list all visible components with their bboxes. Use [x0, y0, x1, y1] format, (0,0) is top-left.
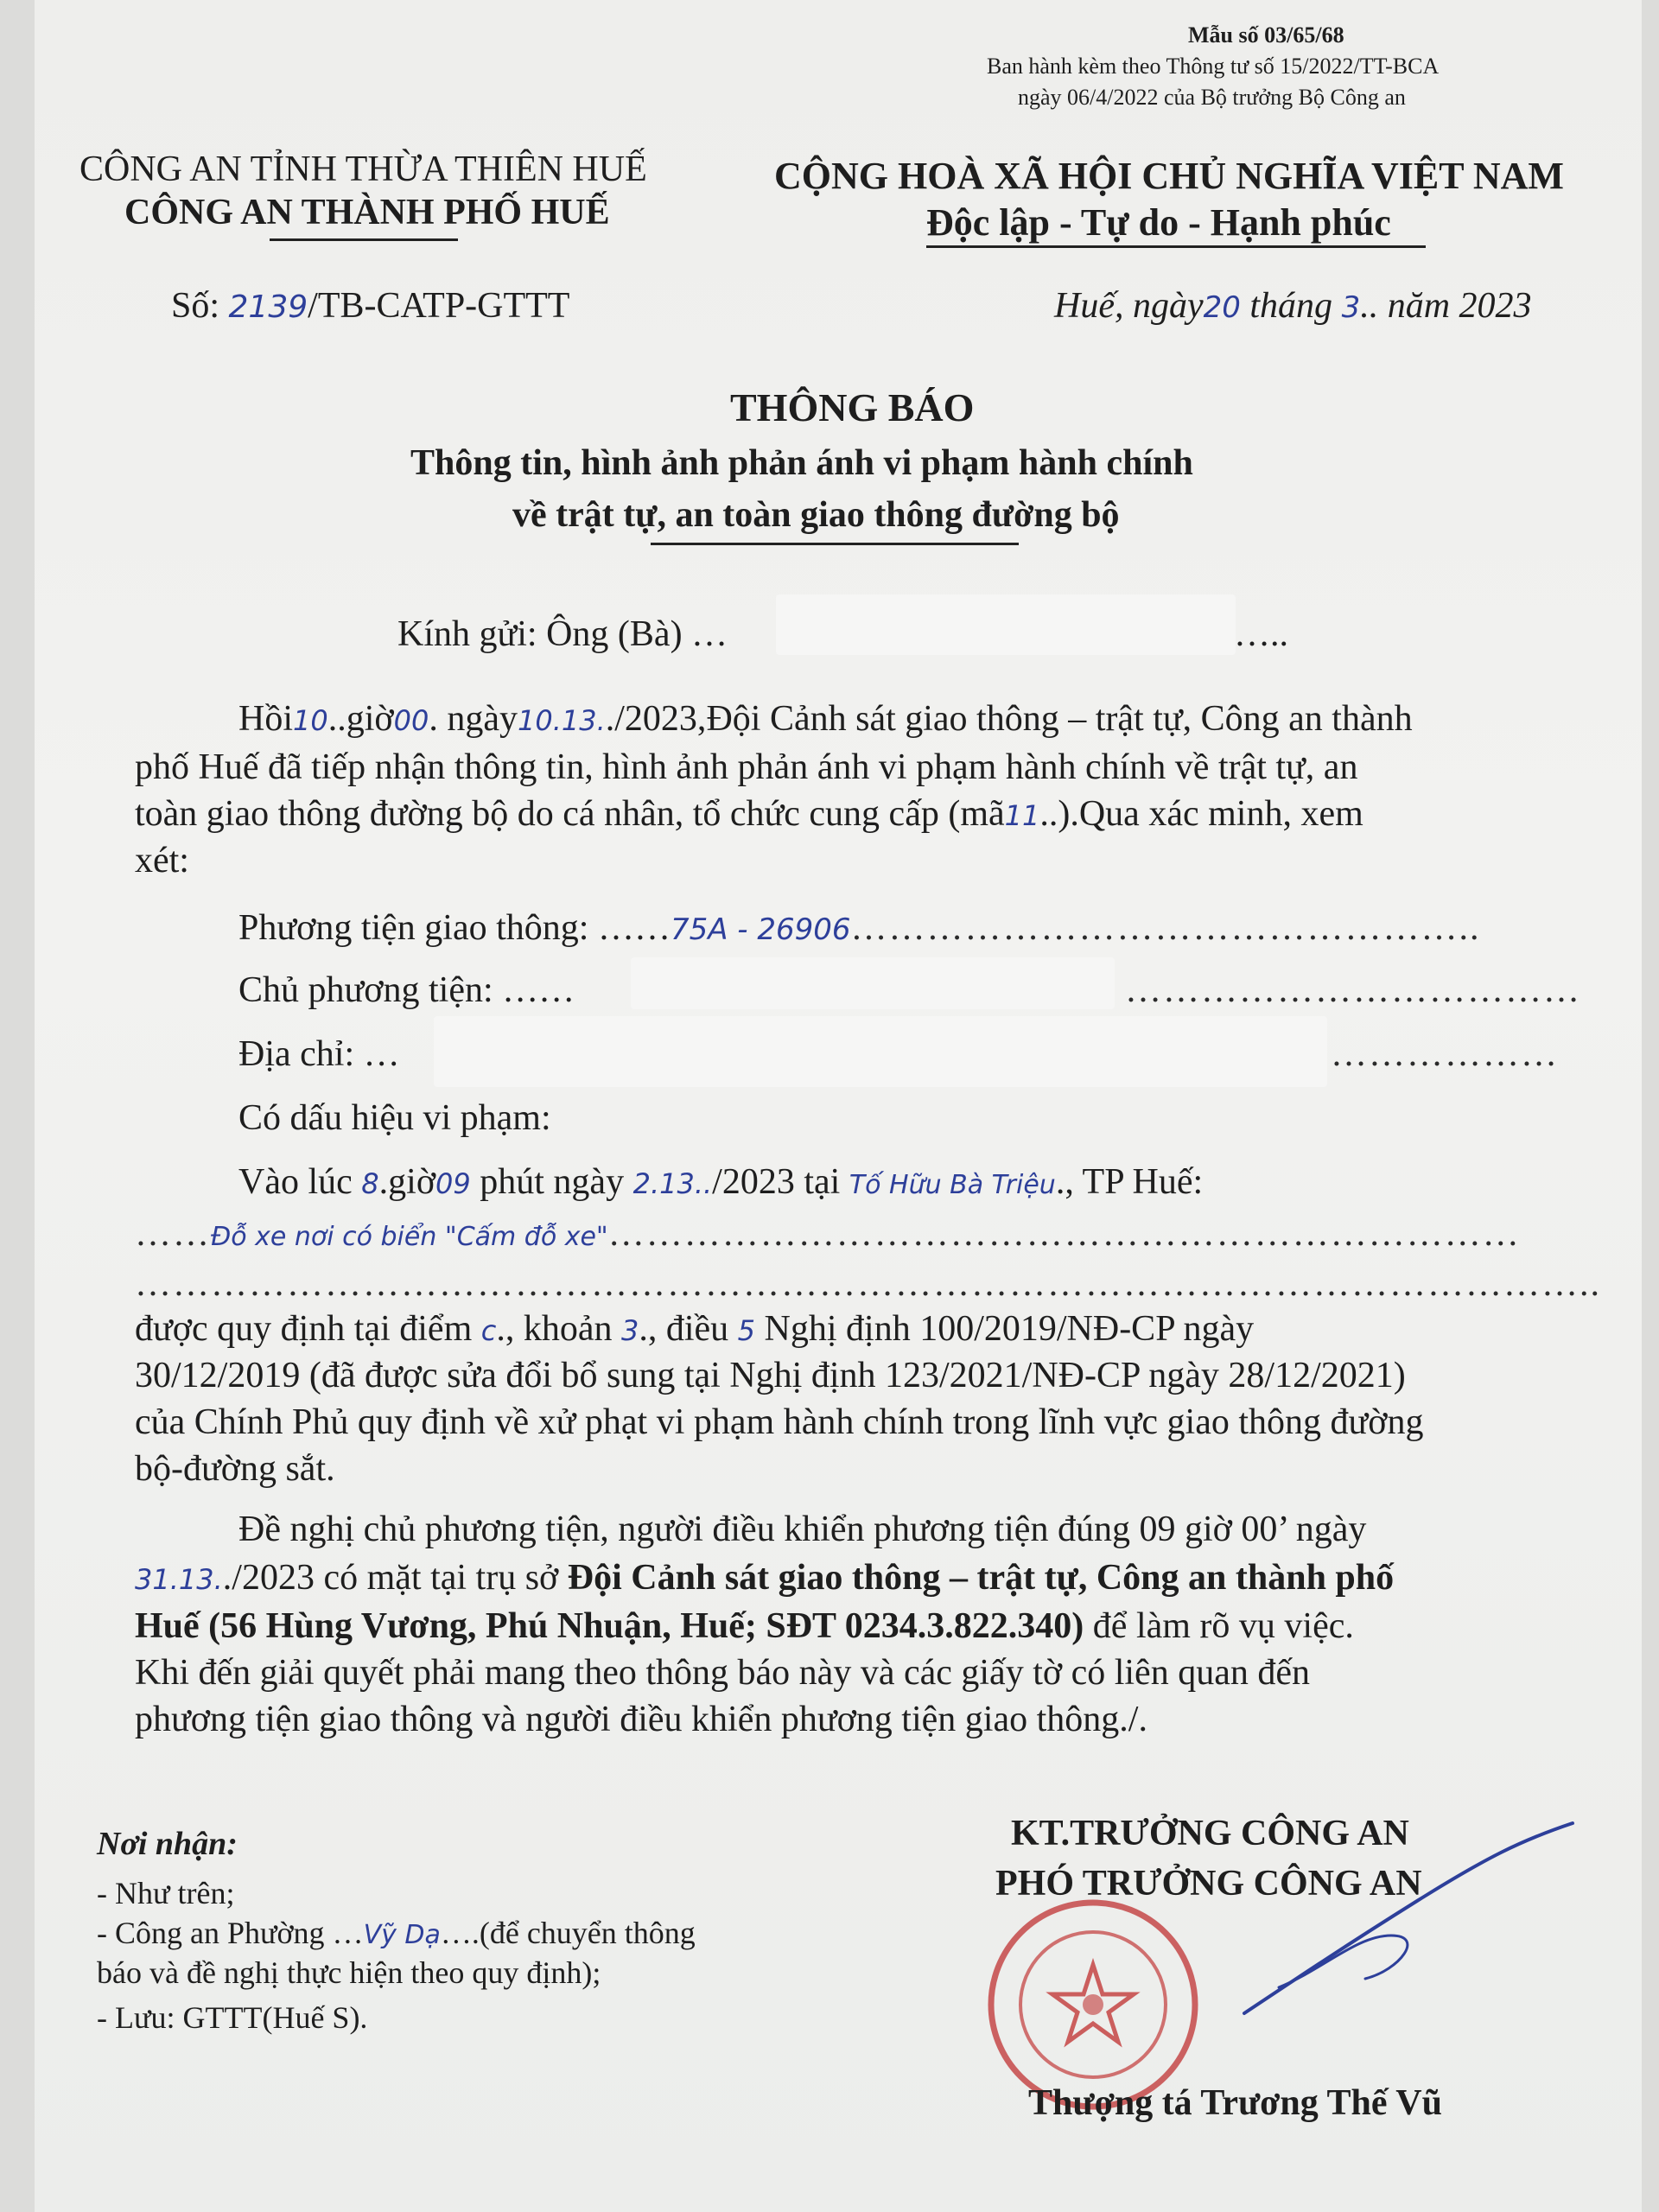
redacted-recipient [776, 594, 1236, 655]
handwritten-violation-description: Đỗ xe nơi có biển "Cấm đỗ xe" [211, 1222, 608, 1252]
signature-title1: KT.TRƯỞNG CÔNG AN [1011, 1814, 1409, 1853]
signature-title2: PHÓ TRƯỞNG CÔNG AN [995, 1864, 1422, 1904]
handwritten-article: 5 [737, 1314, 756, 1347]
handwritten-plate: 75A - 26906 [670, 912, 851, 947]
para1-line1: Hồi10..giờ00. ngày10.13../2023,Đội Cảnh sát giao thông – trật tự, Công an thành [238, 699, 1413, 739]
handwritten-point: c [480, 1314, 497, 1347]
para1-line3: toàn giao thông đường bộ do cá nhân, tổ chức cung cấp (mã11..).Qua xác minh, xem [135, 794, 1363, 834]
signer-name: Thượng tá Trương Thế Vũ [1028, 2083, 1442, 2123]
agency-parent: CÔNG AN TỈNH THỪA THIÊN HUẾ [79, 149, 647, 189]
document-subtitle-2: về trật tự, an toàn giao thông đường bộ [512, 495, 1120, 535]
handwritten-violation-minute: 09 [435, 1167, 471, 1200]
handwritten-report-hour: 10 [293, 704, 328, 737]
handwritten-report-minute: 00 [393, 704, 429, 737]
nation-name: CỘNG HOÀ XÃ HỘI CHỦ NGHĨA VIỆT NAM [774, 155, 1564, 197]
request-line5: phương tiện giao thông và người điều khiển phương tiện giao thông./. [135, 1700, 1147, 1739]
agency-underline [270, 238, 458, 241]
request-line4: Khi đến giải quyết phải mang theo thông báo này và các giấy tờ có liên quan đến [135, 1653, 1310, 1693]
address-trail: ……………… [1331, 1034, 1559, 1074]
handwritten-report-date: 10.13. [517, 704, 606, 737]
para1-line4: xét: [135, 841, 189, 880]
handwritten-number: 2139 [228, 289, 308, 325]
recipients-item1: - Như trên; [97, 1876, 235, 1910]
form-issued-date: ngày 06/4/2022 của Bộ trưởng Bộ Công an [1018, 85, 1406, 110]
recipient-line: Kính gửi: Ông (Bà) … [397, 614, 728, 654]
legal-basis-line1: được quy định tại điểm c., khoản 3., điều 5 Nghị định 100/2019/NĐ-CP ngày [135, 1309, 1255, 1349]
title-underline [651, 543, 1019, 545]
document-page [35, 0, 1642, 2212]
request-line3: Huế (56 Hùng Vương, Phú Nhuận, Huế; SĐT 0234.3.822.340) để làm rõ vụ việc. [135, 1606, 1354, 1646]
form-issued-with: Ban hành kèm theo Thông tư số 15/2022/TT-BCA [987, 54, 1440, 79]
legal-basis-line3: của Chính Phủ quy định về xử phạt vi phạm hành chính trong lĩnh vực giao thông đường [135, 1402, 1424, 1442]
handwritten-violation-hour: 8 [361, 1167, 379, 1200]
agency-name: CÔNG AN THÀNH PHỐ HUẾ [124, 193, 610, 232]
handwritten-code: 11 [1004, 799, 1040, 832]
document-title: THÔNG BÁO [730, 385, 975, 429]
form-number: Mẫu số 03/65/68 [1188, 22, 1344, 48]
violation-time: Vào lúc 8.giờ09 phút ngày 2.13../2023 tại Tố Hữu Bà Triệu., TP Huế: [238, 1162, 1204, 1202]
recipients-item2-cont: báo và đề nghị thực hiện theo quy định); [97, 1955, 601, 1990]
owner-trail: ……………………………… [1125, 970, 1581, 1010]
violation-label: Có dấu hiệu vi phạm: [238, 1098, 551, 1138]
nation-motto: Độc lập - Tự do - Hạnh phúc [926, 201, 1391, 244]
document-number: Số: 2139/TB-CATP-GTTT [171, 286, 570, 326]
recipients-item3: - Lưu: GTTT(Huế S). [97, 2000, 368, 2035]
recipient-trail: ….. [1234, 614, 1288, 654]
handwritten-appointment-date: 31.13. [135, 1563, 223, 1596]
para1-line2: phố Huế đã tiếp nhận thông tin, hình ảnh phản ánh vi phạm hành chính về trật tự, an [135, 747, 1358, 787]
handwritten-violation-date: 2.13.. [632, 1167, 713, 1200]
vehicle-field: Phương tiện giao thông: ……75A - 26906………………………………………….. [238, 908, 1481, 948]
recipients-item2: - Công an Phường …Vỹ Dạ….(để chuyển thông [97, 1916, 696, 1950]
motto-underline [926, 245, 1426, 248]
handwritten-clause: 3 [621, 1314, 639, 1347]
handwritten-ward: Vỹ Dạ [363, 1920, 441, 1950]
handwritten-month: 3 [1341, 290, 1361, 325]
recipients-heading: Nơi nhận: [97, 1826, 238, 1862]
blank-dotted-line: …………………………………………………………………………………………………….. [135, 1264, 1601, 1304]
address-field: Địa chỉ: … [238, 1034, 400, 1074]
owner-field: Chủ phương tiện: …… [238, 970, 575, 1010]
violation-description-line: ……Đỗ xe nơi có biển "Cấm đỗ xe"……………………………………………………………… [135, 1214, 1521, 1254]
signature-scribble [1227, 1806, 1590, 2031]
handwritten-day: 20 [1203, 290, 1241, 325]
document-date: Huế, ngày20 tháng 3.. năm 2023 [1054, 286, 1532, 326]
handwritten-violation-place: Tố Hữu Bà Triệu [849, 1170, 1056, 1200]
redacted-owner [631, 957, 1115, 1009]
legal-basis-line2: 30/12/2019 (đã được sửa đổi bổ sung tại Nghị định 123/2021/NĐ-CP ngày 28/12/2021) [135, 1356, 1406, 1395]
document-subtitle-1: Thông tin, hình ảnh phản ánh vi phạm hành chính [410, 443, 1193, 483]
request-line2: 31.13../2023 có mặt tại trụ sở Đội Cảnh sát giao thông – trật tự, Công an thành phố [135, 1558, 1395, 1598]
redacted-address [434, 1016, 1327, 1087]
legal-basis-line4: bộ-đường sắt. [135, 1449, 335, 1489]
request-line1: Đề nghị chủ phương tiện, người điều khiển phương tiện đúng 09 giờ 00’ ngày [238, 1510, 1367, 1549]
